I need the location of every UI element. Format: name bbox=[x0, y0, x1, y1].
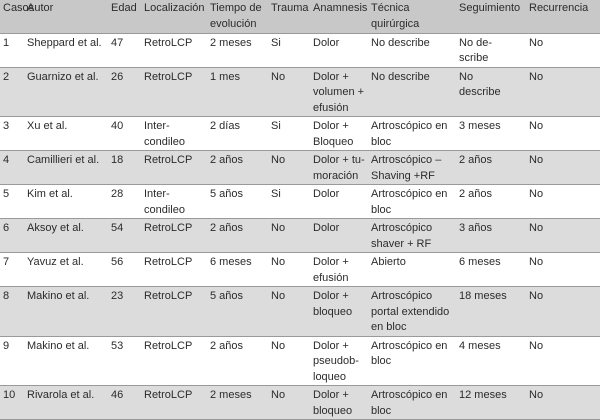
cell-trauma: Si bbox=[268, 185, 310, 219]
cell-edad: 47 bbox=[108, 33, 141, 67]
cell-tecnica-quirurgica: Artroscópico shaver + RF bbox=[368, 219, 456, 253]
cell-trauma: No bbox=[268, 151, 310, 185]
cell-tiempo-evolucion: 1 mes bbox=[207, 67, 268, 117]
cell-autor: Xu et al. bbox=[24, 117, 108, 151]
table-row bbox=[0, 67, 600, 117]
table-row bbox=[0, 386, 600, 420]
table-row bbox=[0, 151, 600, 185]
cell-recurrencia: No bbox=[526, 253, 600, 287]
cell-edad: 46 bbox=[108, 386, 141, 420]
table-row bbox=[0, 185, 600, 219]
cell-tecnica-quirurgica: Artroscópico – Shaving +RF bbox=[368, 151, 456, 185]
cell-localizacion: RetroLCP bbox=[141, 336, 207, 386]
table-row bbox=[0, 33, 600, 67]
cell-autor: Rivarola et al. bbox=[24, 386, 108, 420]
cell-seguimiento: No describe bbox=[456, 67, 526, 117]
cell-tecnica-quirurgica: No describe bbox=[368, 67, 456, 117]
cell-localizacion: RetroLCP bbox=[141, 33, 207, 67]
cell-casos: 4 bbox=[0, 151, 24, 185]
cell-anamnesis: Dolor + volumen + efusión bbox=[310, 67, 368, 117]
cell-autor: Kim et al. bbox=[24, 185, 108, 219]
cell-seguimiento: 4 meses bbox=[456, 336, 526, 386]
cell-edad: 53 bbox=[108, 336, 141, 386]
cell-tiempo-evolucion: 2 meses bbox=[207, 386, 268, 420]
cell-recurrencia: No bbox=[526, 336, 600, 386]
cell-casos: 10 bbox=[0, 386, 24, 420]
cell-anamnesis: Dolor + efusión bbox=[310, 253, 368, 287]
cell-casos: 9 bbox=[0, 336, 24, 386]
header-localizacion: Localización bbox=[141, 0, 207, 33]
header-autor: Autor bbox=[24, 0, 108, 33]
cell-casos: 5 bbox=[0, 185, 24, 219]
cell-tiempo-evolucion: 2 años bbox=[207, 151, 268, 185]
cell-recurrencia: No bbox=[526, 185, 600, 219]
cell-casos: 7 bbox=[0, 253, 24, 287]
cell-anamnesis: Dolor + pseudob- loqueo bbox=[310, 336, 368, 386]
cell-edad: 56 bbox=[108, 253, 141, 287]
cell-recurrencia: No bbox=[526, 386, 600, 420]
cell-localizacion: Inter- condileo bbox=[141, 117, 207, 151]
cell-tiempo-evolucion: 2 años bbox=[207, 336, 268, 386]
cell-seguimiento: 2 años bbox=[456, 185, 526, 219]
table-row bbox=[0, 287, 600, 337]
cell-recurrencia: No bbox=[526, 117, 600, 151]
header-recurrencia: Recurrencia bbox=[526, 0, 600, 33]
cell-edad: 54 bbox=[108, 219, 141, 253]
cell-casos: 3 bbox=[0, 117, 24, 151]
cell-anamnesis: Dolor + Bloqueo bbox=[310, 117, 368, 151]
cell-tecnica-quirurgica: No describe bbox=[368, 33, 456, 67]
header-edad: Edad bbox=[108, 0, 141, 33]
cell-localizacion: RetroLCP bbox=[141, 219, 207, 253]
cell-recurrencia: No bbox=[526, 67, 600, 117]
header-seguimiento: Seguimiento bbox=[456, 0, 526, 33]
cell-trauma: No bbox=[268, 386, 310, 420]
cell-casos: 1 bbox=[0, 33, 24, 67]
cell-tiempo-evolucion: 2 días bbox=[207, 117, 268, 151]
cell-edad: 18 bbox=[108, 151, 141, 185]
cell-seguimiento: No de- scribe bbox=[456, 33, 526, 67]
cell-casos: 2 bbox=[0, 67, 24, 117]
cell-recurrencia: No bbox=[526, 219, 600, 253]
header-tecnica-quirurgica: Técnica quirúrgica bbox=[368, 0, 456, 33]
cell-recurrencia: No bbox=[526, 33, 600, 67]
cell-localizacion: RetroLCP bbox=[141, 287, 207, 337]
cell-recurrencia: No bbox=[526, 151, 600, 185]
cell-anamnesis: Dolor + bloqueo bbox=[310, 287, 368, 337]
cell-tecnica-quirurgica: Artroscópico en bloc bbox=[368, 117, 456, 151]
cell-trauma: No bbox=[268, 67, 310, 117]
cell-trauma: No bbox=[268, 253, 310, 287]
cell-casos: 8 bbox=[0, 287, 24, 337]
table-row bbox=[0, 117, 600, 151]
cell-trauma: Si bbox=[268, 33, 310, 67]
cell-tiempo-evolucion: 2 años bbox=[207, 219, 268, 253]
cell-tiempo-evolucion: 6 meses bbox=[207, 253, 268, 287]
cell-autor: Sheppard et al. bbox=[24, 33, 108, 67]
cell-tecnica-quirurgica: Artroscópico en bloc bbox=[368, 386, 456, 420]
cell-autor: Guarnizo et al. bbox=[24, 67, 108, 117]
cell-tecnica-quirurgica: Artroscópico portal extendido en bloc bbox=[368, 287, 456, 337]
cell-anamnesis: Dolor bbox=[310, 219, 368, 253]
cell-tecnica-quirurgica: Artroscópico en bloc bbox=[368, 185, 456, 219]
cell-autor: Yavuz et al. bbox=[24, 253, 108, 287]
cell-seguimiento: 6 meses bbox=[456, 253, 526, 287]
cell-tecnica-quirurgica: Artroscópico en bloc bbox=[368, 336, 456, 386]
table-row bbox=[0, 253, 600, 287]
cell-localizacion: RetroLCP bbox=[141, 253, 207, 287]
cell-anamnesis: Dolor bbox=[310, 33, 368, 67]
cell-autor: Makino et al. bbox=[24, 287, 108, 337]
cell-seguimiento: 3 meses bbox=[456, 117, 526, 151]
cell-edad: 26 bbox=[108, 67, 141, 117]
cell-autor: Aksoy et al. bbox=[24, 219, 108, 253]
cell-trauma: No bbox=[268, 219, 310, 253]
header-casos: Casos bbox=[0, 0, 24, 33]
cell-seguimiento: 3 años bbox=[456, 219, 526, 253]
cell-seguimiento: 12 meses bbox=[456, 386, 526, 420]
cell-trauma: No bbox=[268, 287, 310, 337]
cell-localizacion: Inter- condileo bbox=[141, 185, 207, 219]
cell-localizacion: RetroLCP bbox=[141, 386, 207, 420]
cell-tiempo-evolucion: 2 meses bbox=[207, 33, 268, 67]
cell-tiempo-evolucion: 5 años bbox=[207, 287, 268, 337]
cell-trauma: No bbox=[268, 336, 310, 386]
header-anamnesis: Anamnesis bbox=[310, 0, 368, 33]
cell-localizacion: RetroLCP bbox=[141, 67, 207, 117]
table-header-row bbox=[0, 0, 600, 33]
table-row bbox=[0, 336, 600, 386]
header-tiempo-evolucion: Tiempo de evolución bbox=[207, 0, 268, 33]
cell-edad: 40 bbox=[108, 117, 141, 151]
table-row bbox=[0, 219, 600, 253]
cell-trauma: Si bbox=[268, 117, 310, 151]
cell-localizacion: RetroLCP bbox=[141, 151, 207, 185]
cell-autor: Camillieri et al. bbox=[24, 151, 108, 185]
cell-anamnesis: Dolor bbox=[310, 185, 368, 219]
cell-recurrencia: No bbox=[526, 287, 600, 337]
cell-anamnesis: Dolor + tu- moración bbox=[310, 151, 368, 185]
cell-casos: 6 bbox=[0, 219, 24, 253]
cell-seguimiento: 18 meses bbox=[456, 287, 526, 337]
cell-edad: 23 bbox=[108, 287, 141, 337]
cell-seguimiento: 2 años bbox=[456, 151, 526, 185]
cell-tecnica-quirurgica: Abierto bbox=[368, 253, 456, 287]
header-trauma: Trauma bbox=[268, 0, 310, 33]
cell-edad: 28 bbox=[108, 185, 141, 219]
cell-autor: Makino et al. bbox=[24, 336, 108, 386]
cell-anamnesis: Dolor + bloqueo bbox=[310, 386, 368, 420]
cell-tiempo-evolucion: 5 años bbox=[207, 185, 268, 219]
